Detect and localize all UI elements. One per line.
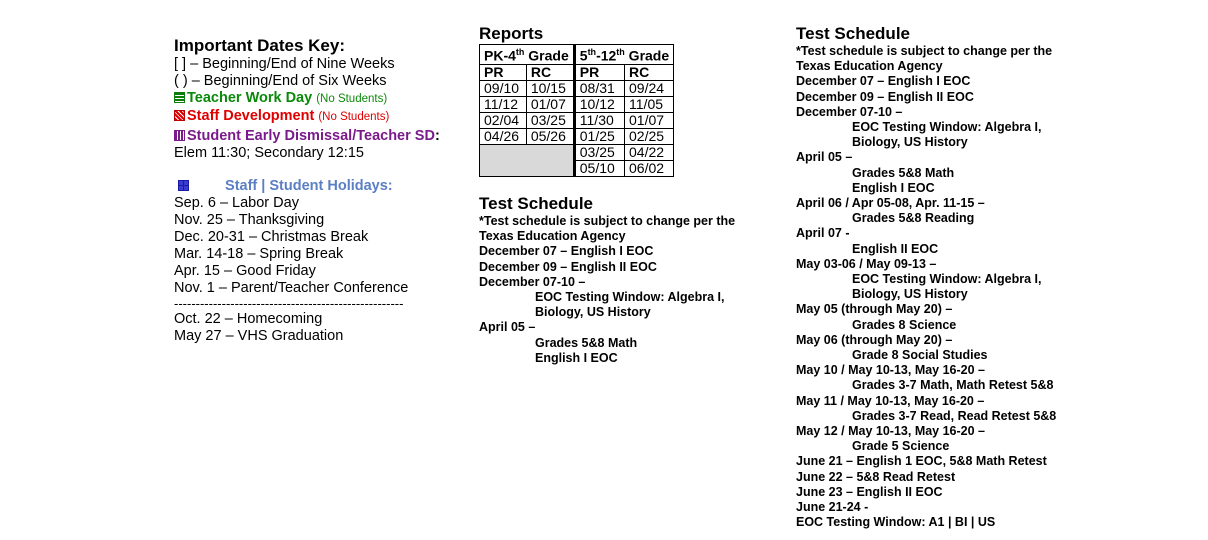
early-dismissal-swatch-icon <box>174 130 185 141</box>
schedule-line: May 10 / May 10-13, May 16-20 – <box>796 363 986 378</box>
schedule-line: EOC Testing Window: Algebra I, <box>852 120 1042 135</box>
schedule-line: Grade 8 Social Studies <box>852 348 988 363</box>
schedule-line: *Test schedule is subject to change per the <box>796 44 1053 58</box>
key-early-dismissal-times: Elem 11:30; Secondary 12:15 <box>174 145 364 161</box>
group-header-5-12: 5th-12th Grade <box>574 45 673 65</box>
list-item: Apr. 15 – Good Friday <box>174 263 316 279</box>
list-item: Nov. 1 – Parent/Teacher Conference <box>174 280 409 296</box>
schedule-line: Grades 3-7 Math, Math Retest 5&8 <box>852 378 1054 393</box>
test-schedule-lines <box>479 214 779 366</box>
schedule-line: May 11 / May 10-13, May 16-20 – <box>796 393 985 408</box>
schedule-line: May 05 (through May 20) – <box>796 302 953 317</box>
schedule-line: EOC Testing Window: Algebra I, <box>535 290 725 305</box>
holiday-swatch-icon <box>178 180 189 191</box>
reports-title: Reports <box>479 24 544 43</box>
table-row: 04/26 05/26 01/25 02/25 <box>480 128 674 144</box>
important-dates-key <box>174 36 464 345</box>
schedule-line: Grades 8 Science <box>852 317 957 332</box>
schedule-line: December 07 – English I EOC <box>479 244 654 259</box>
schedule-line: April 07 - <box>796 226 850 241</box>
schedule-line: May 03-06 / May 09-13 – <box>796 256 937 271</box>
schedule-line: Texas Education Agency <box>479 229 626 244</box>
column-header: PR <box>480 64 527 80</box>
table-row: 03/25 04/22 <box>480 144 674 160</box>
schedule-line: April 05 – <box>479 320 536 335</box>
table-row: 05/10 06/02 <box>480 160 674 176</box>
group-header-pk4: PK-4th Grade <box>480 45 575 65</box>
list-item: May 27 – VHS Graduation <box>174 328 344 344</box>
test-schedule-left <box>479 194 779 366</box>
key-staff-development: Staff Development (No Students) <box>174 108 464 126</box>
schedule-line: Grades 5&8 Reading <box>852 211 975 226</box>
key-nine-weeks: [ ] – Beginning/End of Nine Weeks <box>174 56 395 72</box>
event-list <box>174 311 464 345</box>
schedule-line: EOC Testing Window: A1 | BI | US <box>796 515 996 530</box>
key-heading: Important Dates Key: <box>174 36 345 55</box>
schedule-line: Grades 3-7 Read, Read Retest 5&8 <box>852 408 1057 423</box>
staff-development-swatch-icon <box>174 110 185 121</box>
table-header-row <box>480 64 674 80</box>
holiday-list <box>174 195 464 297</box>
schedule-line: May 06 (through May 20) – <box>796 332 953 347</box>
schedule-line: Biology, US History <box>852 135 968 150</box>
schedule-line: April 05 – <box>796 150 853 165</box>
schedule-line: Texas Education Agency <box>796 59 943 74</box>
schedule-line: April 06 / Apr 05-08, Apr. 11-15 – <box>796 196 985 211</box>
reports-section <box>479 24 779 177</box>
test-schedule-right <box>796 24 1096 531</box>
list-item: Mar. 14-18 – Spring Break <box>174 246 344 262</box>
schedule-line: EOC Testing Window: Algebra I, <box>852 272 1042 287</box>
table-row: 09/10 10/15 08/31 09/24 <box>480 80 674 96</box>
column-header: RC <box>526 64 574 80</box>
schedule-line: June 21-24 - <box>796 500 869 515</box>
schedule-line: June 21 – English 1 EOC, 5&8 Math Retest <box>796 454 1047 469</box>
schedule-line: May 12 / May 10-13, May 16-20 – <box>796 424 986 439</box>
table-row: 02/04 03/25 11/30 01/07 <box>480 112 674 128</box>
divider: ----------------------------------------------------- <box>174 297 404 311</box>
schedule-line: Biology, US History <box>852 287 968 302</box>
test-schedule-title: Test Schedule <box>479 194 593 213</box>
schedule-line: English I EOC <box>535 350 618 365</box>
table-row: 11/12 01/07 10/12 11/05 <box>480 96 674 112</box>
key-six-weeks: ( ) – Beginning/End of Six Weeks <box>174 73 387 89</box>
column-header: RC <box>625 64 674 80</box>
list-item: Sep. 6 – Labor Day <box>174 195 299 211</box>
reports-table <box>479 44 674 177</box>
test-schedule-title: Test Schedule <box>796 24 910 43</box>
list-item: Nov. 25 – Thanksgiving <box>174 212 325 228</box>
schedule-line: December 07 – English I EOC <box>796 74 971 89</box>
test-schedule-lines <box>796 44 1096 531</box>
schedule-line: December 09 – English II EOC <box>479 259 657 274</box>
schedule-line: December 07-10 – <box>479 274 586 289</box>
schedule-line: June 22 – 5&8 Read Retest <box>796 469 956 484</box>
key-holidays-heading: Staff | Student Holidays: <box>174 178 464 195</box>
schedule-line: December 09 – English II EOC <box>796 89 974 104</box>
schedule-line: June 23 – English II EOC <box>796 484 943 499</box>
schedule-line: Biology, US History <box>535 305 651 320</box>
schedule-line: Grades 5&8 Math <box>535 335 638 350</box>
teacher-work-day-swatch-icon <box>174 92 185 103</box>
list-item: Oct. 22 – Homecoming <box>174 311 323 327</box>
key-teacher-work-day: Teacher Work Day (No Students) <box>174 90 464 108</box>
schedule-line: English II EOC <box>852 241 939 256</box>
schedule-line: Grade 5 Science <box>852 439 950 454</box>
schedule-line: December 07-10 – <box>796 104 903 119</box>
schedule-line: Grades 5&8 Math <box>852 165 955 180</box>
empty-shaded-cell <box>480 144 575 176</box>
key-early-dismissal: Student Early Dismissal/Teacher SD: <box>174 128 464 145</box>
list-item: Dec. 20-31 – Christmas Break <box>174 229 369 245</box>
schedule-line: English I EOC <box>852 180 935 195</box>
column-header: PR <box>574 64 624 80</box>
schedule-line: *Test schedule is subject to change per the <box>479 214 736 228</box>
